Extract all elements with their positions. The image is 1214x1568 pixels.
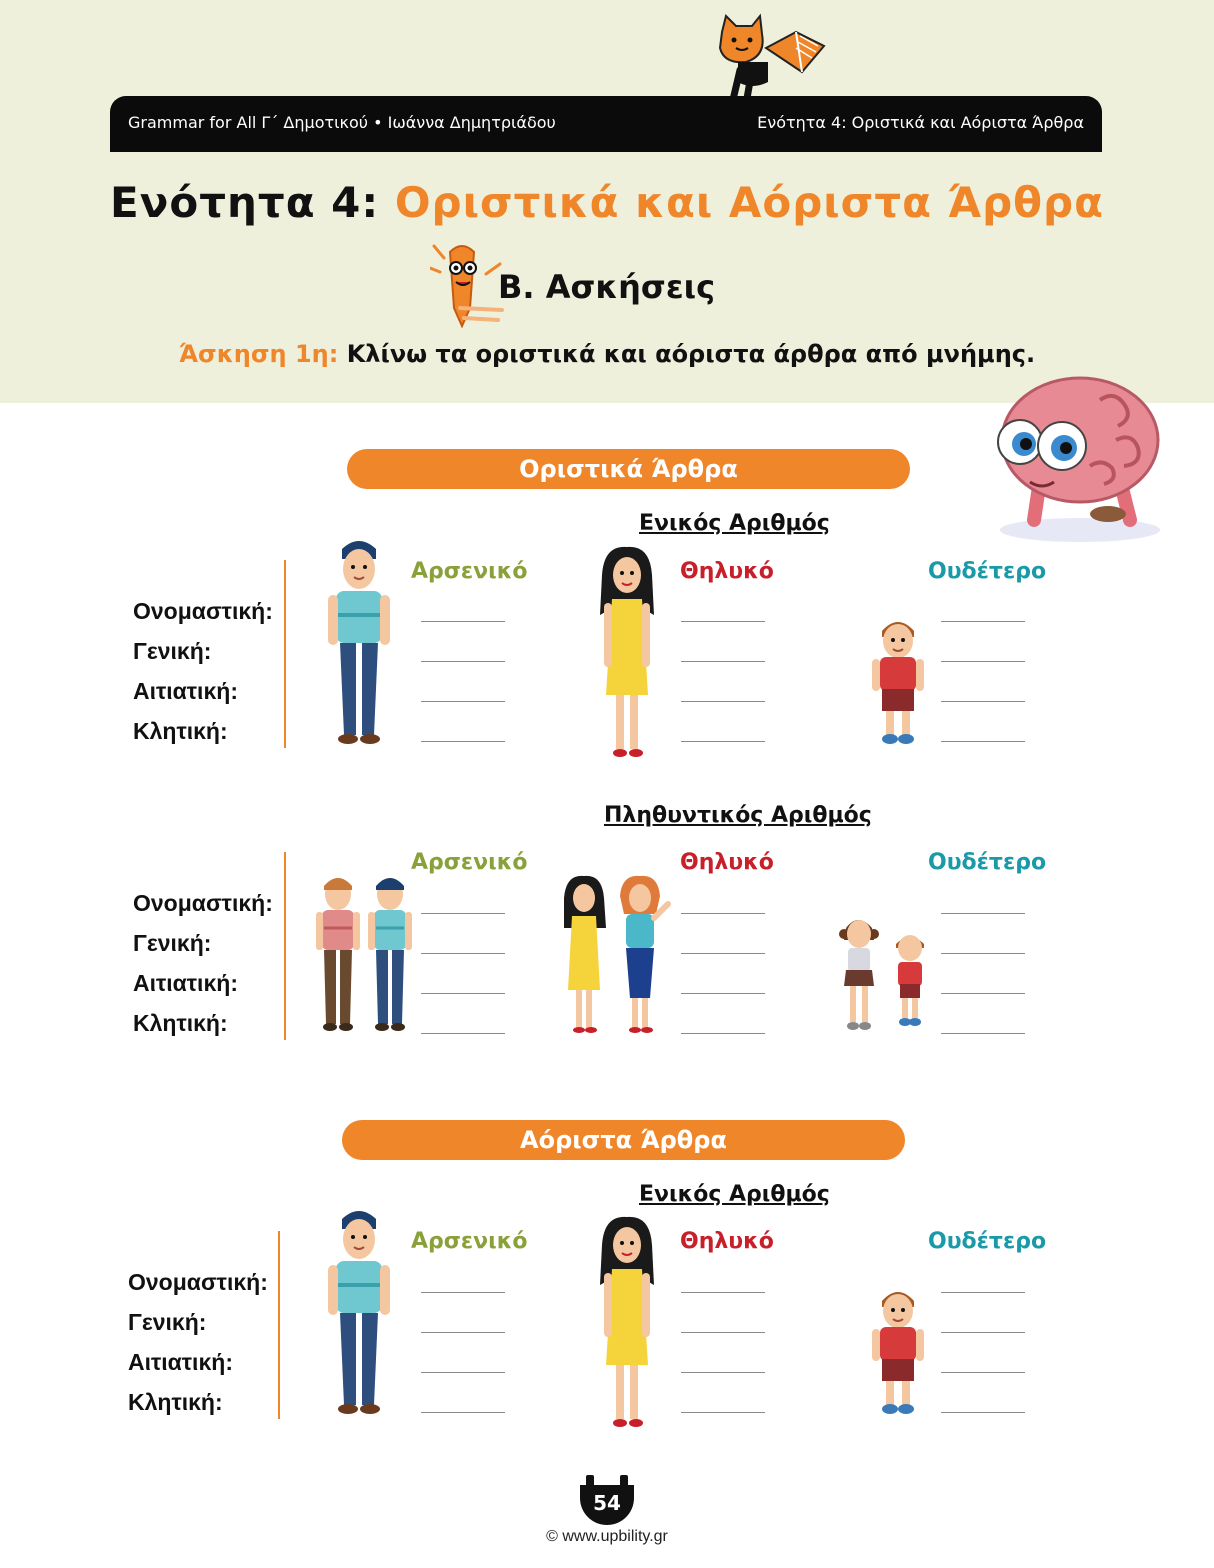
blank-f-acc[interactable] bbox=[681, 1372, 765, 1373]
gender-neuter: Ουδέτερο bbox=[928, 1229, 1047, 1254]
pencil-mascot-icon bbox=[430, 238, 506, 330]
woman-figure-icon bbox=[592, 1215, 662, 1429]
definite-articles-banner: Οριστικά Άρθρα bbox=[347, 449, 910, 489]
divider-line bbox=[284, 560, 286, 748]
gender-masculine: Αρσενικό bbox=[411, 559, 528, 584]
case-accusative: Αιτιατική: bbox=[128, 1349, 233, 1375]
blank-m-voc[interactable] bbox=[421, 741, 505, 742]
two-women-figure-icon bbox=[558, 874, 674, 1036]
girl-boy-figure-icon bbox=[838, 912, 934, 1034]
blank-m-nom[interactable] bbox=[421, 621, 505, 622]
blank-n-nom[interactable] bbox=[941, 621, 1025, 622]
blank-f-gen[interactable] bbox=[681, 953, 765, 954]
footer-site: © www.upbility.gr bbox=[546, 1528, 668, 1545]
subtitle: Β. Ασκήσεις bbox=[498, 268, 716, 306]
blank-m-acc[interactable] bbox=[421, 701, 505, 702]
two-men-figure-icon bbox=[314, 872, 414, 1034]
case-genitive: Γενική: bbox=[133, 930, 212, 956]
blank-n-voc[interactable] bbox=[941, 1033, 1025, 1034]
brain-mascot-icon bbox=[980, 370, 1170, 545]
gender-feminine: Θηλυκό bbox=[680, 1229, 774, 1254]
blank-f-voc[interactable] bbox=[681, 1412, 765, 1413]
blank-f-gen[interactable] bbox=[681, 1332, 765, 1333]
page-number-tab bbox=[580, 1475, 634, 1525]
case-genitive: Γενική: bbox=[128, 1309, 207, 1335]
blank-m-gen[interactable] bbox=[421, 1332, 505, 1333]
blank-n-voc[interactable] bbox=[941, 741, 1025, 742]
blank-m-voc[interactable] bbox=[421, 1412, 505, 1413]
case-nominative: Ονομαστική: bbox=[128, 1269, 268, 1295]
boy-figure-icon bbox=[870, 1283, 926, 1417]
title-unit: Ενότητα 4: bbox=[110, 178, 395, 227]
gender-feminine: Θηλυκό bbox=[680, 559, 774, 584]
blank-n-gen[interactable] bbox=[941, 953, 1025, 954]
blank-f-voc[interactable] bbox=[681, 1033, 765, 1034]
exercise-text: Κλίνω τα οριστικά και αόριστα άρθρα από μνήμης. bbox=[346, 340, 1036, 368]
gender-neuter: Ουδέτερο bbox=[928, 850, 1047, 875]
man-figure-icon bbox=[326, 535, 392, 747]
blank-n-nom[interactable] bbox=[941, 913, 1025, 914]
header-bar bbox=[110, 96, 1102, 152]
gender-masculine: Αρσενικό bbox=[411, 1229, 528, 1254]
page-number: 54 bbox=[580, 1485, 634, 1525]
blank-n-nom[interactable] bbox=[941, 1292, 1025, 1293]
case-nominative: Ονομαστική: bbox=[133, 890, 273, 916]
divider-line bbox=[278, 1231, 280, 1419]
divider-line bbox=[284, 852, 286, 1040]
plural-label: Πληθυντικός Αριθμός bbox=[604, 803, 872, 828]
case-nominative: Ονομαστική: bbox=[133, 598, 273, 624]
gender-masculine: Αρσενικό bbox=[411, 850, 528, 875]
blank-m-gen[interactable] bbox=[421, 953, 505, 954]
man-figure-icon bbox=[326, 1205, 392, 1417]
title-topic: Οριστικά και Αόριστα Άρθρα bbox=[394, 178, 1104, 227]
blank-f-acc[interactable] bbox=[681, 993, 765, 994]
exercise-instruction bbox=[0, 340, 1214, 368]
blank-f-acc[interactable] bbox=[681, 701, 765, 702]
blank-m-acc[interactable] bbox=[421, 1372, 505, 1373]
blank-n-gen[interactable] bbox=[941, 1332, 1025, 1333]
case-vocative: Κλητική: bbox=[133, 1010, 228, 1036]
blank-m-nom[interactable] bbox=[421, 1292, 505, 1293]
case-accusative: Αιτιατική: bbox=[133, 970, 238, 996]
blank-n-voc[interactable] bbox=[941, 1412, 1025, 1413]
blank-f-nom[interactable] bbox=[681, 1292, 765, 1293]
boy-figure-icon bbox=[870, 613, 926, 747]
case-vocative: Κλητική: bbox=[128, 1389, 223, 1415]
blank-m-gen[interactable] bbox=[421, 661, 505, 662]
indefinite-articles-banner: Αόριστα Άρθρα bbox=[342, 1120, 905, 1160]
singular-label: Ενικός Αριθμός bbox=[639, 511, 830, 536]
blank-n-acc[interactable] bbox=[941, 701, 1025, 702]
blank-m-voc[interactable] bbox=[421, 1033, 505, 1034]
blank-n-acc[interactable] bbox=[941, 993, 1025, 994]
blank-f-nom[interactable] bbox=[681, 913, 765, 914]
woman-figure-icon bbox=[592, 545, 662, 759]
blank-n-acc[interactable] bbox=[941, 1372, 1025, 1373]
exercise-number: Άσκηση 1η: bbox=[178, 340, 339, 368]
page-title bbox=[0, 178, 1214, 227]
blank-n-gen[interactable] bbox=[941, 661, 1025, 662]
cat-book-mascot-icon bbox=[712, 12, 832, 100]
blank-f-nom[interactable] bbox=[681, 621, 765, 622]
case-accusative: Αιτιατική: bbox=[133, 678, 238, 704]
case-vocative: Κλητική: bbox=[133, 718, 228, 744]
case-genitive: Γενική: bbox=[133, 638, 212, 664]
gender-feminine: Θηλυκό bbox=[680, 850, 774, 875]
singular-label: Ενικός Αριθμός bbox=[639, 1182, 830, 1207]
header-unit-title: Ενότητα 4: Οριστικά και Αόριστα Άρθρα bbox=[757, 113, 1084, 132]
blank-m-nom[interactable] bbox=[421, 913, 505, 914]
header-book-title: Grammar for All Γ΄ Δημοτικού • Ιωάννα Δημητριάδου bbox=[128, 113, 556, 132]
blank-m-acc[interactable] bbox=[421, 993, 505, 994]
blank-f-voc[interactable] bbox=[681, 741, 765, 742]
gender-neuter: Ουδέτερο bbox=[928, 559, 1047, 584]
blank-f-gen[interactable] bbox=[681, 661, 765, 662]
